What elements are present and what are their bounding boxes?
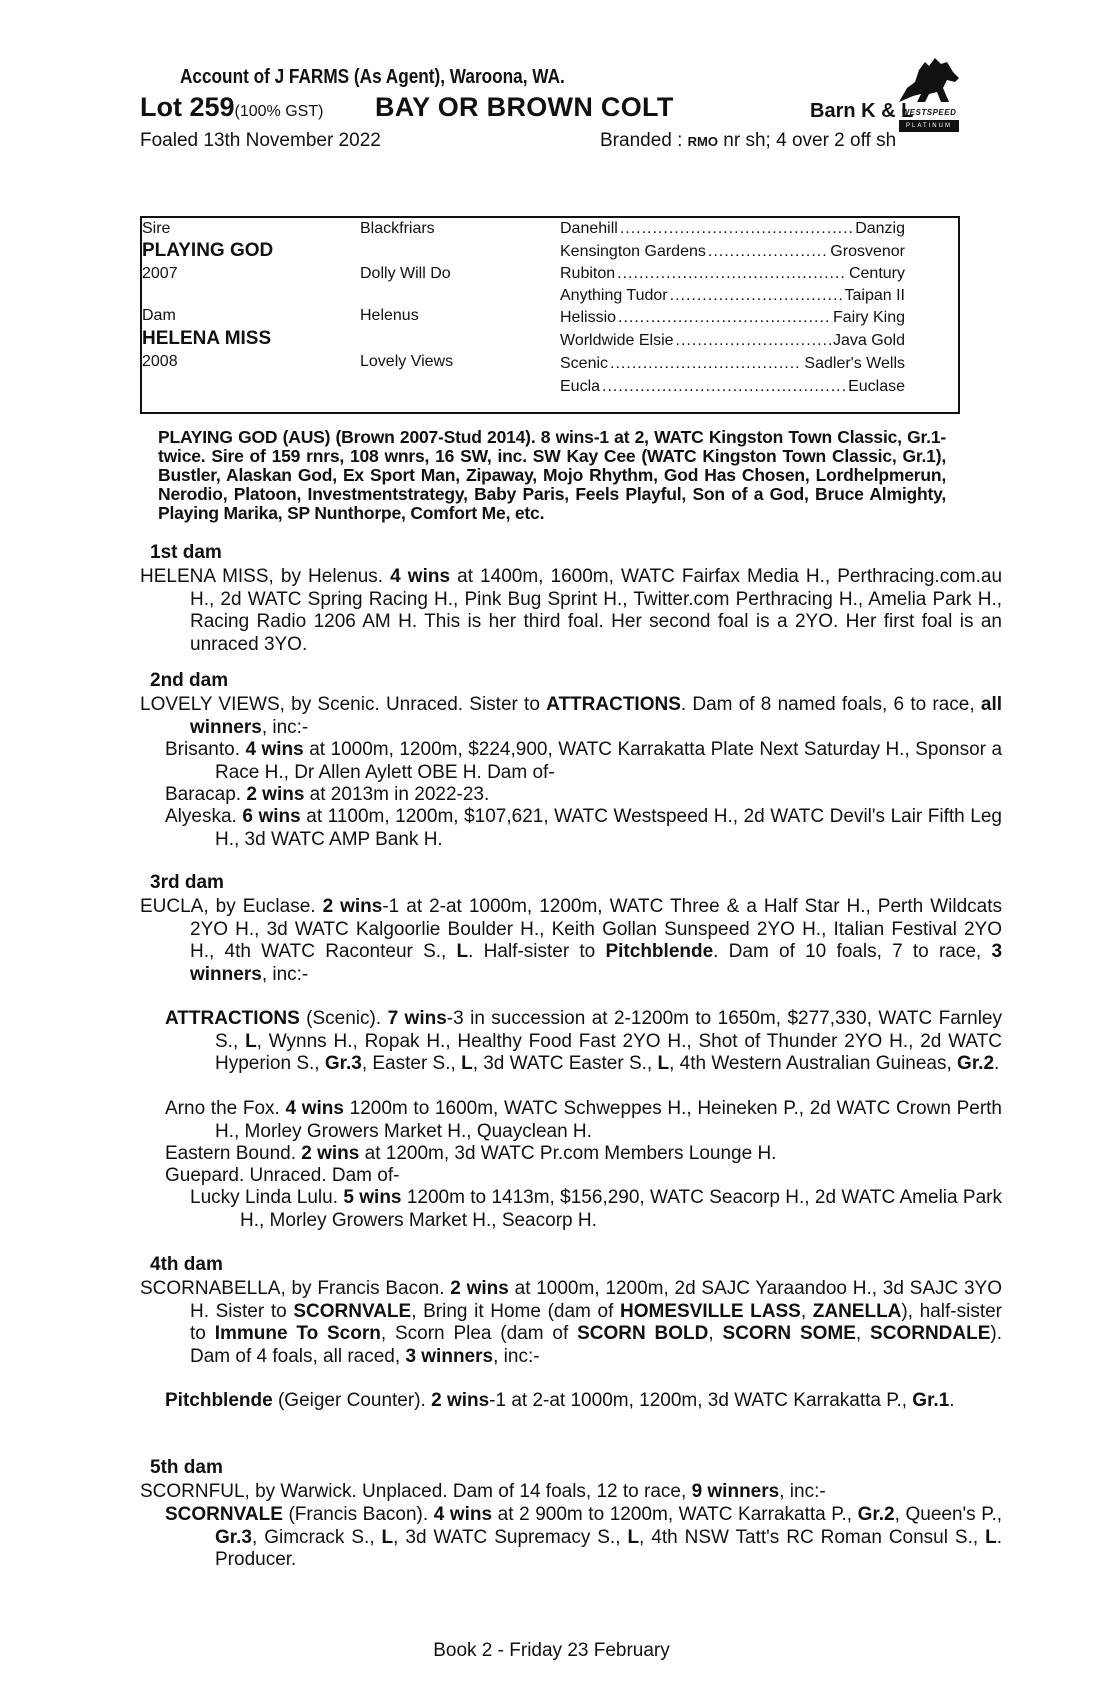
- logo-wordmark: WESTSPEED: [901, 108, 957, 117]
- brand-mark: RMO: [687, 134, 719, 149]
- sire-year: 2007: [142, 265, 178, 282]
- grandsire-paternal: Blackfriars: [360, 220, 435, 237]
- lot-number: Lot 259(100% GST): [140, 92, 324, 122]
- dam-name: HELENA MISS: [142, 328, 272, 349]
- progeny-baracap: Baracap. 2 wins at 2013m in 2022-23.: [165, 784, 490, 805]
- barn-location: Barn K & L: [810, 100, 914, 122]
- dam1-paragraph: HELENA MISS, by Helenus. 4 wins at 1400m, 1600m, WATC Fairfax Media H., Perthracing.com.au H., 2d WATC Spring Racing H., Pink Bug Sprint H., Twitter.com Perthracing H., Amelia Park H., Racing Radio 1206 AM H. This is her third foal. Her second foal is a 2YO. Her first foal is an unraced 3YO.: [140, 566, 1003, 655]
- granddam-paternal: Dolly Will Do: [360, 265, 451, 282]
- progeny-attractions: ATTRACTIONS (Scenic). 7 wins-3 in succession at 2-1200m to 1650m, $277,330, WATC Farnley S., L, Wynns H., Ropak H., Healthy Food Fast 2YO H., Shot of Thunder 2YO H., 2d WATC Hyperion S., Gr.3, Easter S., L, 3d WATC Easter S., L, 4th Western Australian Guineas, Gr.2.: [165, 1008, 1003, 1074]
- logo-platinum-band: PLATINUM: [899, 120, 959, 132]
- westspeed-logo: [895, 52, 963, 138]
- section-2nd-dam: 2nd dam: [150, 670, 229, 691]
- dam5-paragraph: SCORNFUL, by Warwick. Unplaced. Dam of 14 foals, 12 to race, 9 winners, inc:-: [140, 1481, 826, 1502]
- pedigree-g3-row: Kensington Gardens ..... Grosvenor: [560, 242, 905, 262]
- page-footer: Book 2 - Friday 23 February: [433, 1640, 670, 1661]
- section-5th-dam: 5th dam: [150, 1457, 223, 1478]
- progeny-eastern-bound: Eastern Bound. 2 wins at 1200m, 3d WATC Pr.com Members Lounge H.: [165, 1143, 777, 1164]
- gst-note: (100% GST): [234, 103, 324, 120]
- sire-label: Sire: [142, 220, 171, 237]
- progeny-pitchblende: Pitchblende (Geiger Counter). 2 wins-1 at 2-at 1000m, 1200m, 3d WATC Karrakatta P., Gr.1.: [165, 1390, 955, 1411]
- vendor-line: Account of J FARMS (As Agent), Waroona, WA.: [180, 66, 565, 88]
- sire-name: PLAYING GOD: [142, 240, 274, 261]
- granddam-maternal: Lovely Views: [360, 353, 454, 370]
- progeny-lucky-linda-lulu: Lucky Linda Lulu. 5 wins 1200m to 1413m, $156,290, WATC Seacorp H., 2d WATC Amelia Park H., Morley Growers Market H., Seacorp H.: [190, 1187, 1002, 1231]
- grandsire-maternal: Helenus: [360, 307, 419, 324]
- horse-description: BAY OR BROWN COLT: [375, 92, 674, 122]
- pedigree-g3-row: Eucla ..... Euclase: [560, 377, 905, 397]
- sire-summary: PLAYING GOD (AUS) (Brown 2007-Stud 2014). 8 wins-1 at 2, WATC Kingston Town Classic, Gr.1-twice. Sire of 159 rnrs, 108 wnrs, 16 SW, inc. SW Kay Cee (WATC Kingston Town Classic, Gr.1), Bustler, Alaskan God, Ex Sport Man, Zipaway, Mojo Rhythm, God Has Chosen, Lordhelpmerun, Nerodio, Platoon, Investmentstrategy, Baby Paris, Feels Playful, Son of a God, Bruce Almighty, Playing Marika, SP Nunthorpe, Comfort Me, etc.: [158, 427, 946, 523]
- progeny-guepard: Guepard. Unraced. Dam of-: [165, 1165, 400, 1186]
- progeny-arno-the-fox: Arno the Fox. 4 wins 1200m to 1600m, WATC Schweppes H., Heineken P., 2d WATC Crown Perth H., Morley Growers Market H., Quayclean H.: [165, 1098, 1002, 1142]
- progeny-scornvale: SCORNVALE (Francis Bacon). 4 wins at 2 900m to 1200m, WATC Karrakatta P., Gr.2, Queen's P., Gr.3, Gimcrack S., L, 3d WATC Supremacy S., L, 4th NSW Tatt's RC Roman Consul S., L. Producer.: [165, 1504, 1003, 1570]
- dam3-paragraph: EUCLA, by Euclase. 2 wins-1 at 2-at 1000m, 1200m, WATC Three & a Half Star H., Perth Wildcats 2YO H., 3d WATC Kalgoorlie Boulder H., Keith Gollan Sunspeed 2YO H., Italian Festival 2YO H., 4th WATC Raconteur S., L. Half-sister to Pitchblende. Dam of 10 foals, 7 to race, 3 winners, inc:-: [140, 896, 1003, 985]
- dam4-paragraph: SCORNABELLA, by Francis Bacon. 2 wins at 1000m, 1200m, 2d SAJC Yaraandoo H., 3d SAJC 3YO H. Sister to SCORNVALE, Bring it Home (dam of HOMESVILLE LASS, ZANELLA), half-sister to Immune To Scorn, Scorn Plea (dam of SCORN BOLD, SCORN SOME, SCORNDALE). Dam of 4 foals, all raced, 3 winners, inc:-: [140, 1278, 1003, 1367]
- section-1st-dam: 1st dam: [150, 542, 222, 563]
- progeny-brisanto: Brisanto. 4 wins at 1000m, 1200m, $224,900, WATC Karrakatta Plate Next Saturday H., Sponsor a Race H., Dr Allen Aylett OBE H. Dam of-: [165, 739, 1003, 783]
- dam2-paragraph: LOVELY VIEWS, by Scenic. Unraced. Sister to ATTRACTIONS. Dam of 8 named foals, 6 to race, all winners, inc:-: [140, 694, 1002, 738]
- pedigree-g3-row: Anything Tudor ..... Taipan II: [560, 286, 905, 306]
- pedigree-g3-row: Scenic ..... Sadler's Wells: [560, 354, 905, 374]
- dam-label: Dam: [142, 307, 176, 324]
- section-3rd-dam: 3rd dam: [150, 872, 224, 893]
- section-4th-dam: 4th dam: [150, 1254, 223, 1275]
- pedigree-g3-row: Helissio ..... Fairy King: [560, 308, 905, 328]
- pedigree-table: [140, 216, 960, 414]
- pedigree-g3-row: Danehill ..... Danzig: [560, 219, 905, 239]
- brand-marks: Branded : RMO nr sh; 4 over 2 off sh: [600, 130, 897, 151]
- pedigree-g3-row: Worldwide Elsie ..... Java Gold: [560, 331, 905, 351]
- pedigree-g3-row: Rubiton ..... Century: [560, 264, 905, 284]
- dam-year: 2008: [142, 353, 178, 370]
- foaled-date: Foaled 13th November 2022: [140, 130, 381, 151]
- progeny-alyeska: Alyeska. 6 wins at 1100m, 1200m, $107,621, WATC Westspeed H., 2d WATC Devil's Lair Fifth Leg H., 3d WATC AMP Bank H.: [165, 806, 1003, 850]
